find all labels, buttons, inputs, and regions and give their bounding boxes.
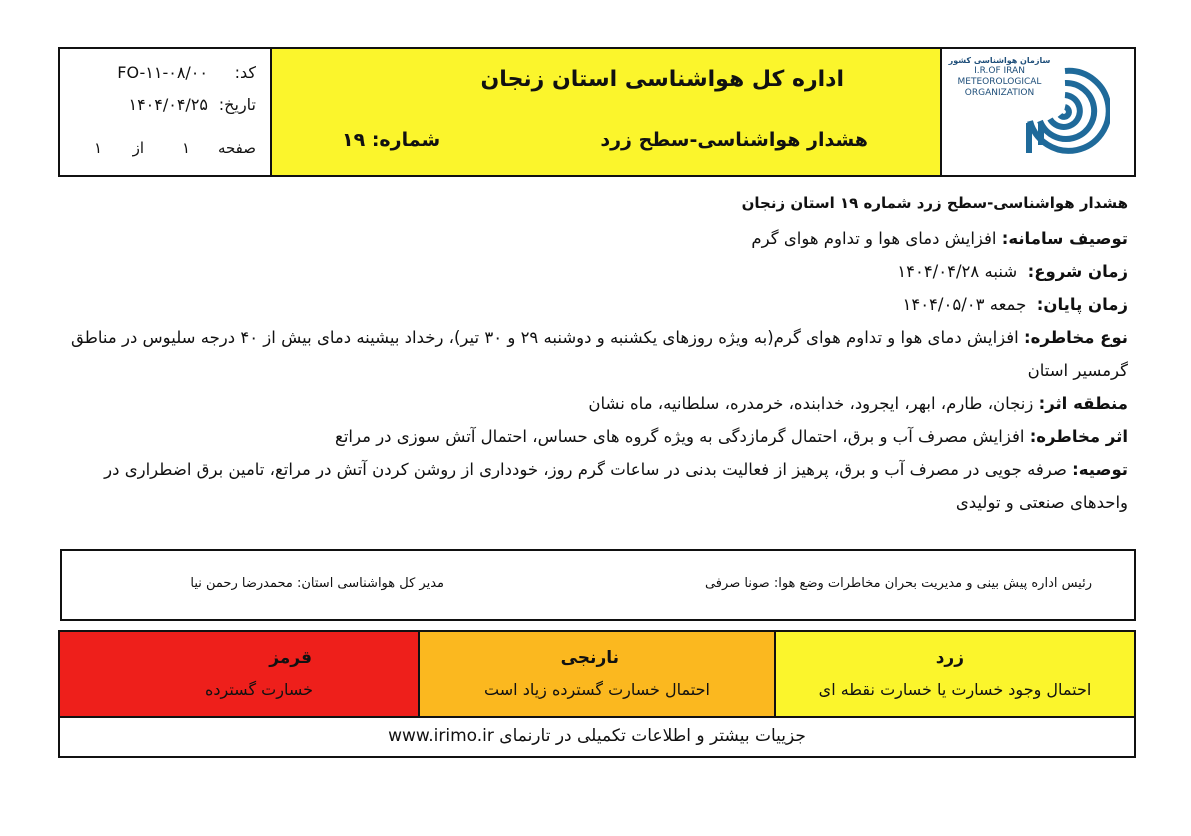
start-label: زمان شروع: [1027,262,1128,281]
level-orange [418,632,776,716]
impact-value: افزایش مصرف آب و برق، احتمال گرمازدگی به ویژه گروه های حساس، احتمال آتش سوزی در مراتع [335,427,1025,446]
system-value: افزایش دمای هوا و تداوم هوای گرم [751,229,997,248]
organization-title: اداره کل هواشناسی استان زنجان [480,67,844,92]
page-number: ۱ [181,139,190,157]
start-time [66,255,1128,288]
page-of-label: از [132,139,144,157]
code-value: FO-۱۱-۰۸/۰۰ [117,63,208,82]
hazard-type [66,321,1128,387]
level-orange-description: احتمال خسارت گسترده زیاد است [484,680,710,699]
warning-title-block [272,49,942,175]
organization-logo [942,49,1134,175]
warning-body [66,194,1128,519]
warning-levels-table [58,630,1136,758]
hazard-type-label: نوع مخاطره: [1023,328,1128,347]
area-label: منطقه اثر: [1038,394,1128,413]
hazard-type-value: افزایش دمای هوا و تداوم هوای گرم(به ویژه روزهای یکشنبه و دوشنبه ۲۹ و ۳۰ تیر)، رخداد بیشینه دمای بیش از ۴۰ درجه سلیوس در مناطق گرمسیر استان [71,328,1128,380]
date-value: ۱۴۰۴/۰۴/۲۵ [128,95,208,114]
level-yellow [776,632,1134,716]
hazard-impact [66,420,1128,453]
logo-english-line-1: I.R.OF IRAN [974,66,1025,76]
footer-row [60,716,1134,758]
document-heading: هشدار هواشناسی-سطح زرد شماره ۱۹ استان زنجان [741,194,1128,212]
page-total: ۱ [93,139,102,157]
impact-label: اثر مخاطره: [1029,427,1128,446]
forecast-head-signature: رئیس اداره پیش بینی و مدیریت بحران مخاطرات وضع هوا: صونا صرفی [704,576,1092,591]
level-yellow-name: زرد [935,648,964,668]
spiral-logo-icon [1020,61,1110,165]
code-label: کد: [234,63,256,82]
end-time [66,288,1128,321]
director-signature: مدیر کل هواشناسی استان: محمدرضا رحمن نیا [190,576,444,591]
advice-value: صرفه جویی در مصرف آب و برق، پرهیز از فعالیت بدنی در ساعات گرم روز، خودداری از روشن کردن آتش در مراتع، تامین برق اضطراری در واحدهای صنعتی و تولیدی [104,460,1128,512]
document-header [58,47,1136,177]
advice-label: توصیه: [1072,460,1128,479]
level-red-name: قرمز [269,648,312,668]
advice [66,453,1128,519]
logo-english-line-2: METEOROLOGICAL [957,77,1042,87]
page-label: صفحه [217,139,256,157]
area-value: زنجان، طارم، ابهر، ایجرود، خدابنده، خرمدره، سلطانیه، ماه نشان [588,394,1034,413]
start-value: شنبه ۱۴۰۴/۰۴/۲۸ [897,262,1018,281]
warning-number: شماره: ۱۹ [342,129,441,151]
system-label: توصیف سامانه: [1001,229,1128,248]
level-orange-name: نارنجی [560,648,619,668]
date-label: تاریخ: [218,95,256,114]
warning-title: هشدار هواشناسی-سطح زرد [600,129,868,151]
level-red-description: خسارت گسترده [205,680,313,699]
end-label: زمان پایان: [1036,295,1128,314]
level-red [60,632,418,716]
affected-area [66,387,1128,420]
level-yellow-description: احتمال وجود خسارت یا خسارت نقطه ای [818,680,1092,699]
logo-english-line-3: ORGANIZATION [964,88,1035,98]
website-footer: جزییات بیشتر و اطلاعات تکمیلی در تارنمای www.irimo.ir [388,726,806,746]
logo-persian-text: سازمان هواشناسی کشور [948,56,1051,65]
end-value: جمعه ۱۴۰۴/۰۵/۰۳ [902,295,1027,314]
system-description [66,222,1128,255]
signatures-box [60,549,1136,621]
document-meta [60,49,272,175]
